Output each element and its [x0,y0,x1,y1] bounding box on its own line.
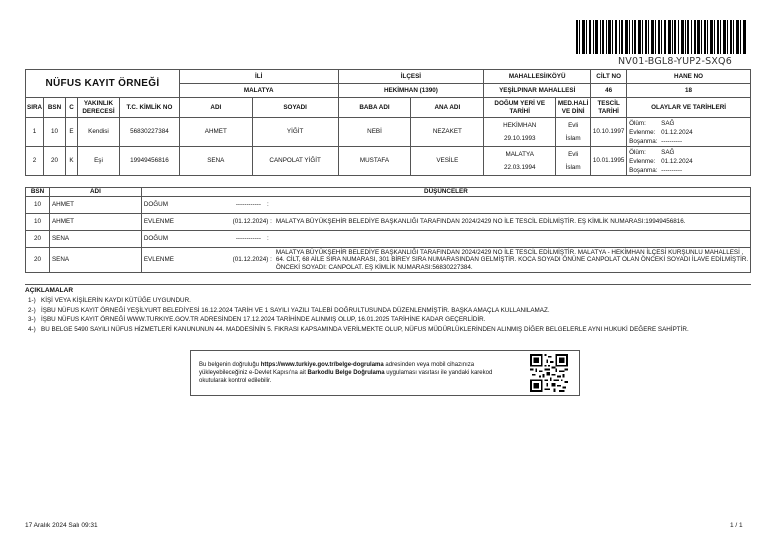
marital-status: Evli [568,150,579,158]
divorce-label: Boşanma: [629,166,658,174]
tc-cell: 56830227384 [119,118,179,147]
note-bsn: 20 [26,248,50,273]
sira-cell: 2 [26,147,44,176]
death-label: Ölüm: [629,148,646,156]
page-title: NÜFUS KAYIT ÖRNEĞİ [26,70,180,98]
death-value: SAĞ [661,119,675,127]
note-type: DOĞUM [143,201,168,209]
list-item [26,214,751,231]
father-cell: MUSTAFA [338,147,411,176]
marriage-label: Evlenme: [629,128,656,136]
note-text: MALATYA BÜYÜKŞEHİR BELEDİYE BAŞKANLIĞI TARAFINDAN 2024/2429 NO İLE TESCİL EDİLMİŞTİR. EŞ KİMLİK NUMARASI:19949456816. [275,218,686,226]
name-cell: AHMET [179,118,252,147]
volume-value: 46 [591,84,627,98]
verification-text-part: Bu belgenin doğruluğu [199,362,261,368]
page-number: 1 / 1 [730,522,743,529]
explanations-title: AÇIKLAMALAR [25,287,74,294]
explanation-number: 3-) [28,316,36,323]
marriage-value: 01.12.2024 [661,128,693,136]
neighborhood-label: MAHALLESİ/KÖYÜ [484,70,591,84]
note-text: : [267,201,269,209]
religion: İslam [565,164,581,171]
col-ana: ANA ADI [411,98,484,118]
note-name: SENA [49,248,141,273]
death-label: Ölüm: [629,119,646,127]
verification-text-part: uygulaması vasıtası ile yandaki karekod okutularak kontrol edilebilir. [199,370,493,384]
bsn-cell: 20 [44,147,66,176]
note-date: ------------ [235,201,261,209]
explanations-section [25,284,751,334]
birth-place: HEKİMHAN [503,121,537,129]
note-bsn: 10 [26,197,50,214]
gender-cell: K [66,147,78,176]
marital-cell [556,118,591,147]
surname-cell: YİĞİT [252,118,338,147]
father-cell: NEBİ [338,118,411,147]
marital-status: Evli [568,121,579,129]
note-content [141,248,750,273]
verification-text-part: adresinden veya mobil cihazınıza yükleyebileceğiniz e-Devlet Kapısı'na ait [199,362,475,376]
table-row [26,118,751,147]
explanation-text: İŞBU NÜFUS KAYIT ÖRNEĞİ YEŞİLYURT BELEDİYESİ 16.12.2024 TARİH VE 1 SAYILI YAZILI TALEBİ DOĞRULTUSUNDA DÜZENLENMİŞTİR. BAŞKA AMAÇLA KULLANILAMAZ. [41,306,550,314]
explanation-text: BU BELGE 5490 SAYILI NÜFUS HİZMETLERİ KANUNUNUN 44. MADDESİNİN 5. FIKRASI KAPSAMINDA VERİLMEKTE OLUP, NÜFUS MÜDÜRLÜKLERİNDEN ALINMIŞ DİĞER BELGELERLE AYNI HUKUKİ DEĞERE SAHİPTİR. [41,325,689,333]
divorce-label: Boşanma: [629,137,658,145]
birth-cell [484,118,556,147]
bsn-cell: 10 [44,118,66,147]
registration-date-cell: 10.10.1997 [591,118,627,147]
col-dogum: DOĞUM YERİ VE TARİHİ [484,98,556,118]
note-bsn: 20 [26,231,50,248]
household-label: HANE NO [627,70,751,84]
divorce-value: ---------- [661,166,683,174]
verification-box [190,350,580,396]
note-content [141,214,750,231]
note-text: MALATYA BÜYÜKŞEHİR BELEDİYE BAŞKANLIĞI TARAFINDAN 2024/2429 NO İLE TESCİL EDİLMİŞTİR. MALATYA - HEKİMHAN İLÇESİ KURŞUNLU MAHALLESİ , 64. CİLT, 68 AİLE SIRA NUMARASI, 301 BİREY SIRA NUMARASINDAN GELMİŞTİR. KOCA SOYADI ÖNÜNE CANPOLAT OLAN ÖNCEKİ SOYADI İLAVE EDİLMİŞTİR. ÖNCEKİ SOYADI: CANPOLAT. EŞ KİMLİK NUMARASI:56830227384. [275,249,749,271]
note-name: AHMET [49,214,141,231]
list-item [25,306,751,316]
mother-cell: VESİLE [411,147,484,176]
note-type: EVLENME [143,218,174,226]
district-label: İLÇESİ [338,70,484,84]
col-olaylar: OLAYLAR VE TARİHLERİ [627,98,751,118]
events-cell [627,118,751,147]
marital-cell [556,147,591,176]
col-tescil: TESCİL TARİHİ [591,98,627,118]
note-content [141,197,750,214]
verification-text [191,351,511,385]
col-baba: BABA ADI [338,98,411,118]
population-register-table [25,69,751,176]
col-yakinlik: YAKINLIK DERECESİ [78,98,120,118]
notes-col-adi: ADI [49,188,141,197]
list-item [25,325,751,335]
relation-cell: Eşi [78,147,120,176]
mother-cell: NEZAKET [411,118,484,147]
registration-date-cell: 10.01.1995 [591,147,627,176]
district-value: HEKİMHAN (1390) [338,84,484,98]
note-date: ------------ [235,235,261,243]
explanation-number: 1-) [28,297,36,304]
notes-col-dusunceler: DÜŞÜNCELER [141,188,750,197]
table-row [26,147,751,176]
explanation-number: 4-) [28,325,36,333]
birth-place: MALATYA [505,150,534,158]
document-code: NV01-BGL8-YUP2-SXQ6 [618,56,732,67]
list-item [26,197,751,214]
col-sira: SIRA [26,98,44,118]
explanation-text: İŞBU NÜFUS KAYIT ÖRNEĞİ WWW.TURKIYE.GOV.TR ADRESİNDEN 17.12.2024 TARİHİNDE ALINMIŞ OLUP, 16.01.2025 TARİHİNE KADAR GEÇERLİDİR. [41,316,486,323]
birth-date: 29.10.1993 [503,135,536,142]
verification-url-link[interactable]: https://www.turkiye.gov.tr/belge-dogrulama [260,362,384,368]
footer-date: 17 Aralık 2024 Salı 09:31 [25,522,98,529]
name-cell: SENA [179,147,252,176]
explanation-text: KİŞİ VEYA KİŞİLERİN KAYDI KÜTÜĞE UYGUNDUR. [41,297,191,304]
notes-table [25,187,751,273]
col-tc: T.C. KİMLİK NO [119,98,179,118]
note-type: DOĞUM [143,235,168,243]
list-item [25,296,751,306]
list-item [26,231,751,248]
notes-col-bsn: BSN [26,188,50,197]
list-item [25,315,751,325]
explanation-number: 2-) [28,306,36,314]
birth-date: 22.03.1994 [503,164,536,171]
col-c: C [66,98,78,118]
neighborhood-value: YEŞİLPINAR MAHALLESİ [484,84,591,98]
gender-cell: E [66,118,78,147]
note-bsn: 10 [26,214,50,231]
col-adi: ADI [179,98,252,118]
barcode-icon [576,20,746,54]
surname-cell: CANPOLAT YİĞİT [252,147,338,176]
household-value: 18 [627,84,751,98]
tc-cell: 19949456816 [119,147,179,176]
list-item [26,248,751,273]
note-text: : [267,235,269,243]
religion: İslam [565,135,581,142]
col-medeni: MED.HALİ VE DİNİ [556,98,591,118]
volume-label: CİLT NO [591,70,627,84]
note-date: (01.12.2024) : [232,218,272,226]
note-name: AHMET [49,197,141,214]
sira-cell: 1 [26,118,44,147]
province-value: MALATYA [179,84,338,98]
col-bsn: BSN [44,98,66,118]
province-label: İLİ [179,70,338,84]
verification-app-name: Barkodlu Belge Doğrulama [307,370,385,376]
birth-cell [484,147,556,176]
marriage-value: 01.12.2024 [661,157,693,165]
note-type: EVLENME [143,256,174,264]
death-value: SAĞ [661,148,675,156]
relation-cell: Kendisi [78,118,120,147]
note-content [141,231,750,248]
col-soyadi: SOYADI [252,98,338,118]
marriage-label: Evlenme: [629,157,656,165]
note-name: SENA [49,231,141,248]
qr-code-icon [530,354,568,392]
note-date: (01.12.2024) : [232,256,272,264]
divorce-value: ---------- [661,137,683,145]
events-cell [627,147,751,176]
